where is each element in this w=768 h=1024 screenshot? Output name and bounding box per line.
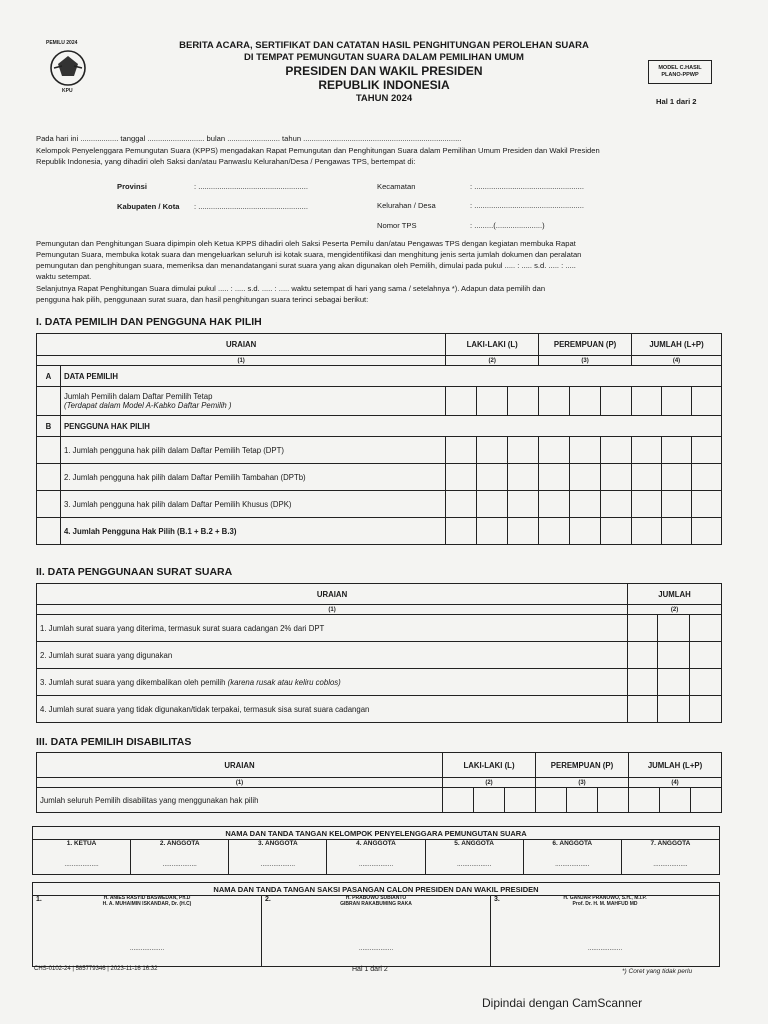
sign-line: ...................: [129, 945, 165, 952]
input-cell[interactable]: [628, 642, 658, 669]
s2-r3-note: (karena rusak atau keliru coblos): [227, 677, 341, 687]
input-cell[interactable]: [632, 437, 662, 464]
input-cell[interactable]: [536, 788, 567, 813]
input-cell[interactable]: [474, 788, 505, 813]
saksi-3-name-b: Prof. Dr. H. M. MAHFUD MD: [572, 901, 638, 907]
saksi-2-num: 2.: [264, 896, 271, 903]
s3-col-jumlah: JUMLAH (L+P): [629, 753, 722, 778]
input-cell[interactable]: [632, 518, 662, 545]
title-line-5: TAHUN 2024: [355, 93, 413, 104]
input-cell[interactable]: [690, 696, 722, 723]
input-cell[interactable]: [632, 491, 662, 518]
sign-line: ...................: [358, 861, 394, 868]
s1-col-uraian: URAIAN: [37, 334, 446, 356]
s3-num2: (2): [443, 778, 536, 788]
kpps-col-6[interactable]: [523, 840, 621, 875]
saksi-3[interactable]: [490, 896, 719, 967]
model-label: MODEL C.HASIL PLANO-PPWP: [658, 65, 702, 78]
kpps-title: NAMA DAN TANDA TANGAN KELOMPOK PENYELENGGARA PEMUNGUTAN SUARA: [33, 827, 720, 840]
input-cell[interactable]: [570, 387, 601, 416]
s2-num2: (2): [628, 605, 722, 615]
s2-col-jumlah: JUMLAH: [628, 584, 722, 605]
input-cell[interactable]: [443, 788, 474, 813]
s2-num1: (1): [37, 605, 628, 615]
input-cell[interactable]: [662, 491, 692, 518]
saksi-3-name-a: H. GANJAR PRANOWO, S.H., M.I.P.: [563, 895, 647, 901]
s1-b-letter: B: [37, 416, 61, 437]
input-cell[interactable]: [508, 437, 539, 464]
input-cell[interactable]: [508, 387, 539, 416]
s3-num1: (1): [37, 778, 443, 788]
s3-num4: (4): [629, 778, 722, 788]
label-provinsi: Provinsi: [117, 182, 147, 191]
title-line-3: PRESIDEN DAN WAKIL PRESIDEN: [285, 64, 483, 78]
input-cell[interactable]: [505, 788, 536, 813]
input-cell[interactable]: [658, 642, 690, 669]
intro-p9: pengguna hak pilih, penggunaan surat suara, dan hasil penghitungan suara terinci sebagai berikut:: [36, 295, 369, 304]
s2-r3-label: [37, 669, 628, 696]
kpps-col-7-label: 7. ANGGOTA: [650, 840, 691, 847]
kpps-col-4[interactable]: [327, 840, 425, 875]
s1-a1-line1: Jumlah Pemilih dalam Daftar Pemilih Tetap: [63, 392, 213, 401]
section1-table: [36, 333, 722, 545]
input-cell[interactable]: [446, 491, 477, 518]
input-cell[interactable]: [658, 669, 690, 696]
field-kelurahan[interactable]: : ....................................................: [470, 201, 584, 210]
input-cell[interactable]: [601, 464, 632, 491]
input-cell[interactable]: [477, 491, 508, 518]
footer-note: *) Coret yang tidak perlu: [622, 968, 693, 975]
s1-num1: (1): [37, 356, 446, 366]
s2-r2-label: 2. Jumlah surat suara yang digunakan: [37, 642, 628, 669]
input-cell[interactable]: [632, 464, 662, 491]
section3-title: III. DATA PEMILIH DISABILITAS: [36, 736, 192, 748]
footer-page: Hal 1 dari 2: [352, 966, 388, 973]
kpps-col-1-label: 1. KETUA: [66, 840, 97, 847]
sign-line: ...................: [358, 945, 394, 952]
intro-p7: waktu setempat.: [36, 272, 92, 281]
input-cell[interactable]: [567, 788, 598, 813]
s1-col-perempuan: PEREMPUAN (P): [539, 334, 632, 356]
s2-r3-text: 3. Jumlah surat suara yang dikembalikan oleh pemilih: [40, 677, 226, 687]
s2-r1-label: 1. Jumlah surat suara yang diterima, termasuk surat suara cadangan 2% dari DPT: [37, 615, 628, 642]
s2-r4-label: 4. Jumlah surat suara yang tidak digunakan/tidak terpakai, termasuk sisa surat suara cadangan: [37, 696, 628, 723]
input-cell[interactable]: [601, 437, 632, 464]
input-cell[interactable]: [691, 464, 721, 491]
field-kabupaten[interactable]: : ....................................................: [194, 202, 308, 211]
s1-b2-label: 2. Jumlah pengguna hak pilih dalam Daftar Pemilih Tambahan (DPTb): [60, 464, 445, 491]
input-cell[interactable]: [477, 387, 508, 416]
input-cell[interactable]: [690, 642, 722, 669]
kpps-col-3-label: 3. ANGGOTA: [257, 840, 298, 847]
s1-num3: (3): [539, 356, 632, 366]
input-cell[interactable]: [539, 464, 570, 491]
input-cell[interactable]: [601, 518, 632, 545]
input-cell[interactable]: [629, 788, 660, 813]
input-cell[interactable]: [628, 615, 658, 642]
s3-col-perempuan: PEREMPUAN (P): [536, 753, 629, 778]
sign-line: ...................: [653, 861, 688, 868]
s2-col-uraian: URAIAN: [37, 584, 628, 605]
kpps-col-4-label: 4. ANGGOTA: [356, 840, 396, 847]
input-cell[interactable]: [477, 518, 508, 545]
input-cell[interactable]: [446, 518, 477, 545]
kpps-signature-table: [32, 826, 720, 875]
input-cell[interactable]: [446, 464, 477, 491]
s1-num4: (4): [632, 356, 722, 366]
saksi-1[interactable]: [33, 896, 262, 967]
input-cell[interactable]: [598, 788, 629, 813]
label-kelurahan: Kelurahan / Desa: [377, 201, 436, 210]
kpps-col-1[interactable]: [33, 840, 131, 875]
input-cell[interactable]: [508, 464, 539, 491]
input-cell[interactable]: [446, 387, 477, 416]
title-line-4: REPUBLIK INDONESIA: [318, 78, 450, 92]
intro-p2: Kelompok Penyelenggara Pemungutan Suara (KPPS) mengadakan Rapat Pemungutan dan Penghitungan Suara dalam Pemilihan Umum Presiden dan Wakil Presiden: [36, 146, 600, 155]
input-cell[interactable]: [691, 518, 721, 545]
input-cell[interactable]: [570, 437, 601, 464]
input-cell[interactable]: [570, 491, 601, 518]
input-cell[interactable]: [539, 437, 570, 464]
s1-b1-label: 1. Jumlah pengguna hak pilih dalam Daftar Pemilih Tetap (DPT): [60, 437, 445, 464]
input-cell[interactable]: [477, 437, 508, 464]
intro-p3: Republik Indonesia, yang dihadiri oleh Saksi dan/atau Panwaslu Kelurahan/Desa / Pengawas TPS, bertempat di:: [36, 157, 416, 166]
input-cell[interactable]: [570, 518, 601, 545]
input-cell[interactable]: [662, 464, 692, 491]
intro-p1: Pada hari ini .................. tanggal ........................... bulan ......................... tahun ...........................................................................: [36, 134, 462, 143]
logo-bottom-text: KPU: [62, 88, 73, 94]
input-cell[interactable]: [662, 437, 692, 464]
saksi-2-name-a: H. PRABOWO SUBIANTO: [345, 895, 407, 901]
field-nomor-tps[interactable]: : .........(......................): [470, 221, 545, 230]
field-provinsi[interactable]: : ....................................................: [194, 182, 308, 191]
input-cell[interactable]: [539, 491, 570, 518]
page-indicator: Hal 1 dari 2: [656, 97, 697, 106]
input-cell[interactable]: [601, 387, 632, 416]
kpps-col-2-label: 2. ANGGOTA: [159, 840, 200, 847]
intro-p4: Pemungutan dan Penghitungan Suara dipimpin oleh Ketua KPPS dihadiri oleh Saksi Peserta Pemilu dan/atau Pengawas TPS dengan kegiatan membuka Rapat: [36, 239, 576, 248]
s1-num2: (2): [446, 356, 539, 366]
kpps-col-7[interactable]: [621, 840, 719, 875]
saksi-3-num: 3.: [493, 896, 500, 903]
section2-title: II. DATA PENGGUNAAN SURAT SUARA: [36, 566, 233, 578]
s3-col-uraian: URAIAN: [37, 753, 443, 778]
label-kabupaten: Kabupaten / Kota: [117, 202, 180, 211]
input-cell[interactable]: [662, 518, 692, 545]
input-cell[interactable]: [632, 387, 662, 416]
saksi-2[interactable]: [261, 896, 490, 967]
input-cell[interactable]: [691, 387, 721, 416]
saksi-2-name-b: GIBRAN RAKABUMING RAKA: [340, 901, 412, 907]
saksi-1-name-a: H. ANIES RASYID BASWEDAN, Ph.D: [103, 895, 191, 901]
saksi-title: NAMA DAN TANDA TANGAN SAKSI PASANGAN CALON PRESIDEN DAN WAKIL PRESIDEN: [33, 883, 720, 896]
section1-title: I. DATA PEMILIH DAN PENGGUNA HAK PILIH: [36, 316, 262, 328]
s1-b4-label: 4. Jumlah Pengguna Hak Pilih (B.1 + B.2 + B.3): [60, 518, 445, 545]
s1-a1-line2: (Terdapat dalam Model A-Kabko Daftar Pemilih ): [63, 401, 232, 410]
kpps-col-6-label: 6. ANGGOTA: [552, 840, 593, 847]
input-cell[interactable]: [662, 387, 692, 416]
sign-line: ...................: [456, 861, 492, 868]
input-cell[interactable]: [691, 788, 722, 813]
label-nomor-tps: Nomor TPS: [377, 221, 417, 230]
input-cell[interactable]: [660, 788, 691, 813]
logo-top-text: PEMILU 2024: [46, 40, 78, 46]
section2-table: [36, 583, 722, 723]
sign-line: ...................: [555, 861, 590, 868]
input-cell[interactable]: [601, 491, 632, 518]
title-line-1: BERITA ACARA, SERTIFIKAT DAN CATATAN HASIL PENGHITUNGAN PEROLEHAN SUARA: [179, 40, 589, 51]
s1-b3-label: 3. Jumlah pengguna hak pilih dalam Daftar Pemilih Khusus (DPK): [60, 491, 445, 518]
s3-num3: (3): [536, 778, 629, 788]
s1-a-title: DATA PEMILIH: [60, 366, 721, 387]
s3-col-laki: LAKI-LAKI (L): [443, 753, 536, 778]
sign-line: ...................: [162, 861, 197, 868]
input-cell[interactable]: [539, 518, 570, 545]
camscanner-watermark: Dipindai dengan CamScanner: [482, 996, 643, 1010]
input-cell[interactable]: [477, 464, 508, 491]
kpps-col-5[interactable]: [425, 840, 523, 875]
saksi-1-name-b: H. A. MUHAIMIN ISKANDAR, Dr. (H.C): [102, 901, 192, 907]
input-cell[interactable]: [691, 437, 721, 464]
sign-line: ...................: [587, 945, 623, 952]
s1-a1-label: [60, 387, 445, 416]
intro-p6: pemungutan dan penghitungan suara, memeriksa dan menandatangani surat suara yang akan digunakan oleh Pemilih, dimulai pada pukul ..... : ..... s.d. ..... : .....: [36, 261, 576, 270]
sign-line: ...................: [260, 861, 295, 868]
input-cell[interactable]: [658, 615, 690, 642]
input-cell[interactable]: [690, 669, 722, 696]
sign-line: ...................: [64, 861, 99, 868]
model-label-box: [648, 60, 712, 84]
input-cell[interactable]: [570, 464, 601, 491]
input-cell[interactable]: [628, 696, 658, 723]
input-cell[interactable]: [508, 518, 539, 545]
s3-r1-label: Jumlah seluruh Pemilih disabilitas yang menggunakan hak pilih: [37, 788, 443, 813]
saksi-signature-table: [32, 882, 720, 967]
input-cell[interactable]: [539, 387, 570, 416]
field-kecamatan[interactable]: : ....................................................: [470, 182, 584, 191]
kpps-col-3[interactable]: [229, 840, 327, 875]
section3-table: [36, 752, 722, 813]
input-cell[interactable]: [691, 491, 721, 518]
input-cell[interactable]: [690, 615, 722, 642]
intro-p5: Pemungutan Suara, membuka kotak suara dan mengeluarkan seluruh isi kotak suara, mengidentifikasi dan menghitung jenis serta jumlah dokumen dan peralatan: [36, 250, 582, 259]
title-line-2: DI TEMPAT PEMUNGUTAN SUARA DALAM PEMILIHAN UMUM: [244, 52, 524, 63]
input-cell[interactable]: [658, 696, 690, 723]
kpps-col-2[interactable]: [131, 840, 229, 875]
input-cell[interactable]: [446, 437, 477, 464]
input-cell[interactable]: [508, 491, 539, 518]
doc-code: CHS-0102-24 | 585779346 | 2023-11-16 16.32: [34, 966, 158, 972]
s1-col-jumlah: JUMLAH (L+P): [632, 334, 722, 356]
kpps-col-5-label: 5. ANGGOTA: [454, 840, 494, 847]
input-cell[interactable]: [628, 669, 658, 696]
saksi-1-num: 1.: [36, 896, 42, 903]
intro-p8: Selanjutnya Rapat Penghitungan Suara dimulai pukul ..... : ..... s.d. ..... : ..... waktu setempat di hari yang sama / setelahnya *). Adapun data pemilih dan: [36, 284, 546, 293]
label-kecamatan: Kecamatan: [377, 182, 416, 191]
s1-col-laki: LAKI-LAKI (L): [446, 334, 539, 356]
s1-a-letter: A: [37, 366, 61, 387]
s1-b-title: PENGGUNA HAK PILIH: [60, 416, 721, 437]
